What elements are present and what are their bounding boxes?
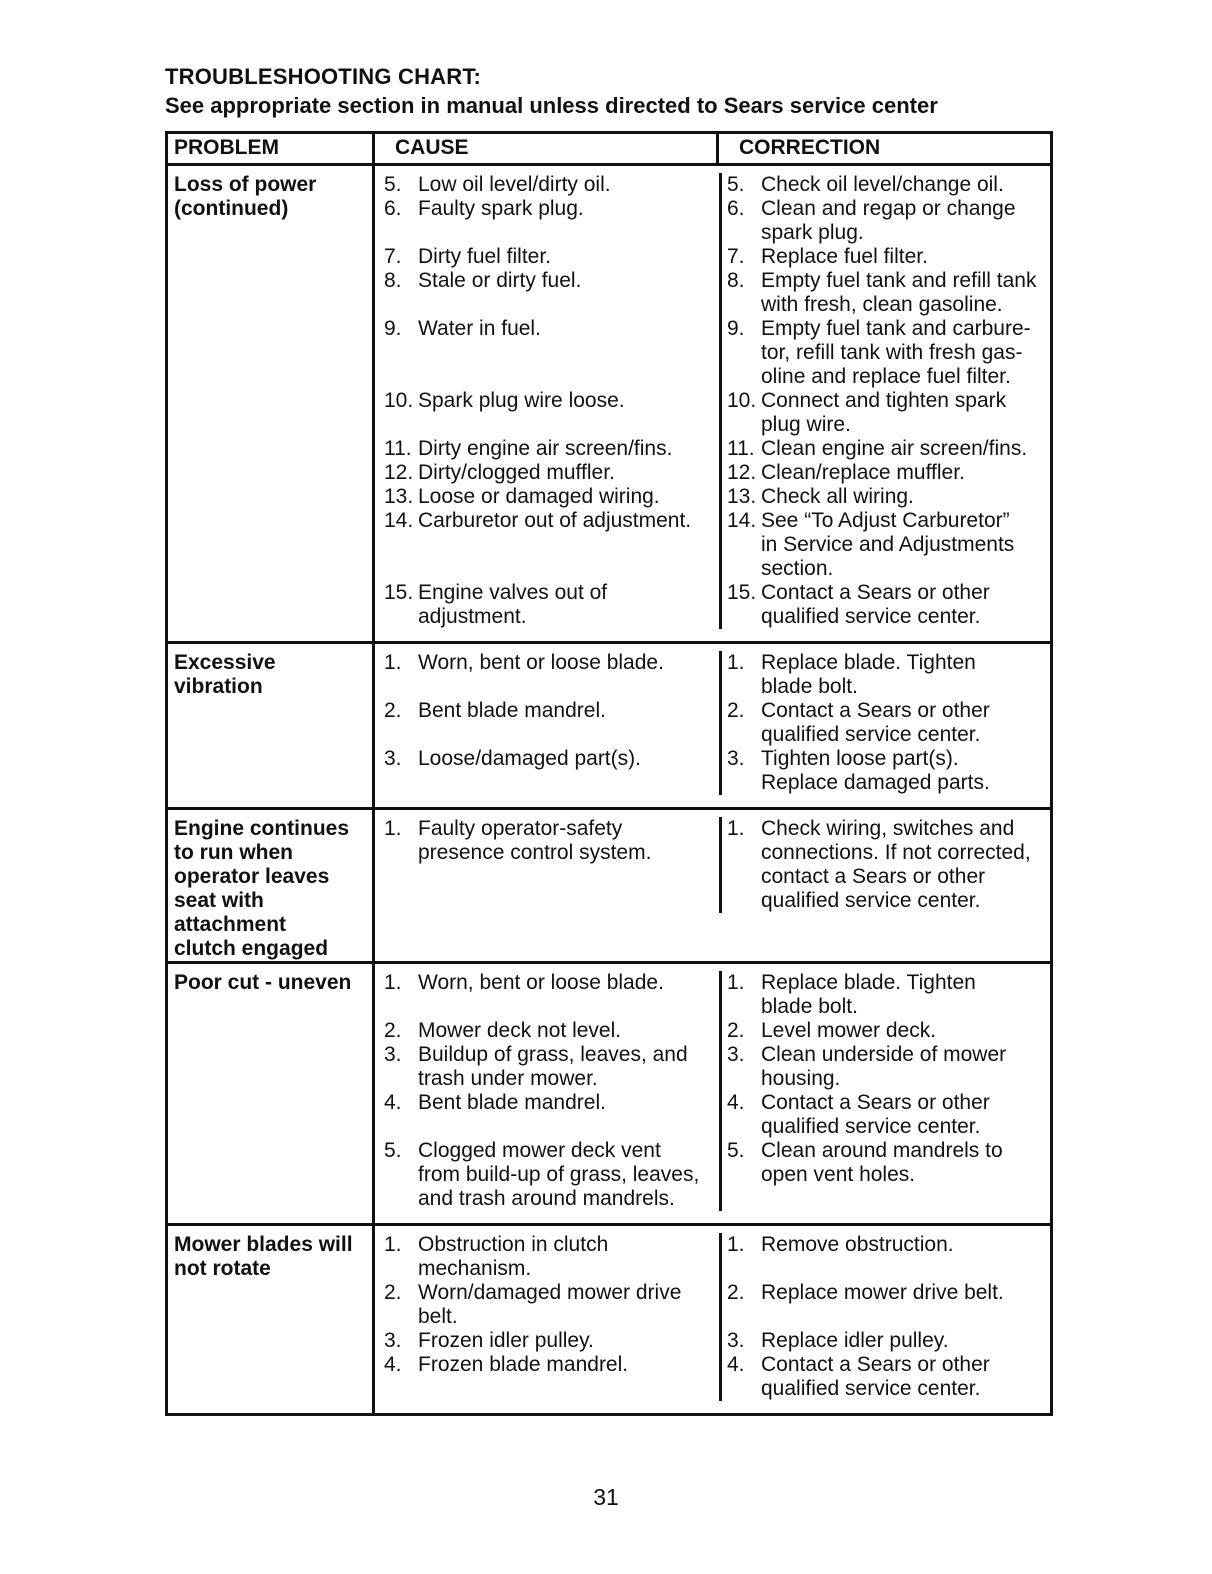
correction-item xyxy=(719,1139,1053,1211)
cause-item xyxy=(375,509,719,581)
correction-item xyxy=(719,485,1053,509)
item-number: 1. xyxy=(384,1233,402,1256)
item-number: 1. xyxy=(727,1233,745,1256)
cause-item xyxy=(375,317,719,389)
header-correction: CORRECTION xyxy=(716,134,1050,163)
cause-item xyxy=(375,1329,719,1353)
correction-text: Clean engine air screen/fins. xyxy=(761,437,1028,460)
correction-item xyxy=(719,971,1053,1019)
item-number: 3. xyxy=(384,1329,402,1352)
correction-text: Clean and regap or change spark plug. xyxy=(761,197,1016,244)
correction-text: Contact a Sears or other qualified service center. xyxy=(761,581,990,628)
correction-item xyxy=(719,461,1053,485)
cause-text: Loose or damaged wiring. xyxy=(418,485,660,508)
item-number: 3. xyxy=(384,1043,402,1066)
item-number: 14. xyxy=(384,509,414,532)
correction-text: Replace blade. Tighten blade bolt. xyxy=(761,651,976,698)
chart-title: TROUBLESHOOTING CHART: xyxy=(165,64,482,89)
item-number: 4. xyxy=(727,1091,745,1114)
cause-text: Engine valves out of adjustment. xyxy=(418,581,608,628)
correction-text: Replace fuel filter. xyxy=(761,245,928,268)
cause-item xyxy=(375,245,719,269)
cause-text: Carburetor out of adjustment. xyxy=(418,509,692,532)
cause-item xyxy=(375,269,719,317)
correction-text: Replace blade. Tighten blade bolt. xyxy=(761,971,976,1018)
correction-text: See “To Adjust Carburetor” in Service and Adjustments section. xyxy=(761,509,1015,580)
cause-text: Water in fuel. xyxy=(418,317,541,340)
item-number: 11. xyxy=(727,437,755,460)
item-number: 1. xyxy=(384,971,402,994)
item-number: 3. xyxy=(727,1329,745,1352)
correction-item xyxy=(719,389,1053,437)
correction-text: Contact a Sears or other qualified service center. xyxy=(761,699,990,746)
item-number: 6. xyxy=(727,197,745,220)
correction-item xyxy=(719,651,1053,699)
cause-text: Loose/damaged part(s). xyxy=(418,747,641,770)
item-number: 4. xyxy=(384,1091,402,1114)
correction-item xyxy=(719,581,1053,629)
correction-item xyxy=(719,1019,1053,1043)
cause-correction-cells xyxy=(372,1226,1050,1413)
item-number: 1. xyxy=(727,817,745,840)
correction-text: Tighten loose part(s). Replace damaged parts. xyxy=(761,747,990,794)
cause-text: Frozen idler pulley. xyxy=(418,1329,594,1352)
item-number: 5. xyxy=(727,173,745,196)
cause-text: Faulty operator-safety presence control system. xyxy=(418,817,652,864)
correction-text: Replace idler pulley. xyxy=(761,1329,949,1352)
cause-item xyxy=(375,1281,719,1329)
correction-text: Connect and tighten spark plug wire. xyxy=(761,389,1007,436)
cause-item xyxy=(375,461,719,485)
item-number: 7. xyxy=(384,245,402,268)
correction-text: Empty fuel tank and carbure- tor, refill tank with fresh gas- oline and replace fuel filter. xyxy=(761,317,1031,388)
cause-text: Bent blade mandrel. xyxy=(418,1091,606,1114)
item-number: 3. xyxy=(727,1043,745,1066)
cause-text: Buildup of grass, leaves, and trash under mower. xyxy=(418,1043,688,1090)
correction-text: Contact a Sears or other qualified service center. xyxy=(761,1353,990,1400)
correction-item xyxy=(719,699,1053,747)
correction-text: Empty fuel tank and refill tank with fresh, clean gasoline. xyxy=(761,269,1037,316)
cause-item xyxy=(375,1043,719,1091)
item-number: 1. xyxy=(727,651,745,674)
item-number: 14. xyxy=(727,509,757,532)
correction-item xyxy=(719,1353,1053,1401)
item-number: 2. xyxy=(384,1281,402,1304)
table-header xyxy=(168,134,1050,163)
cause-item xyxy=(375,651,719,699)
table-row xyxy=(168,163,1050,641)
item-number: 1. xyxy=(384,817,402,840)
table-row xyxy=(168,807,1050,961)
cause-text: Dirty engine air screen/fins. xyxy=(418,437,673,460)
item-number: 3. xyxy=(727,747,745,770)
correction-item xyxy=(719,1329,1053,1353)
cause-item xyxy=(375,817,719,913)
header-cause: CAUSE xyxy=(372,134,716,163)
correction-item xyxy=(719,1043,1053,1091)
cause-item xyxy=(375,699,719,747)
cause-item xyxy=(375,1353,719,1401)
correction-item xyxy=(719,269,1053,317)
item-number: 3. xyxy=(384,747,402,770)
cause-text: Bent blade mandrel. xyxy=(418,699,606,722)
item-number: 9. xyxy=(727,317,745,340)
cause-item xyxy=(375,1233,719,1281)
correction-item xyxy=(719,197,1053,245)
item-number: 2. xyxy=(727,1019,745,1042)
item-number: 8. xyxy=(384,269,402,292)
item-number: 8. xyxy=(727,269,745,292)
item-number: 11. xyxy=(384,437,412,460)
item-number: 6. xyxy=(384,197,402,220)
correction-item xyxy=(719,245,1053,269)
cause-item xyxy=(375,173,719,197)
item-number: 2. xyxy=(727,1281,745,1304)
item-number: 2. xyxy=(384,1019,402,1042)
chart-subtitle: See appropriate section in manual unless directed to Sears service center xyxy=(165,93,938,118)
problem-cell: Poor cut - uneven xyxy=(174,971,352,994)
correction-item xyxy=(719,817,1053,913)
item-number: 1. xyxy=(727,971,745,994)
correction-item xyxy=(719,437,1053,461)
problem-cell: Engine continues to run when operator leaves seat with attachment clutch engaged xyxy=(174,817,350,960)
item-number: 15. xyxy=(384,581,414,604)
correction-item xyxy=(719,747,1053,795)
problem-cell: Loss of power (continued) xyxy=(174,173,317,220)
cause-item xyxy=(375,197,719,245)
cause-correction-cells xyxy=(372,964,1050,1223)
problem-cell: Excessive vibration xyxy=(174,651,276,698)
correction-text: Contact a Sears or other qualified service center. xyxy=(761,1091,990,1138)
item-number: 7. xyxy=(727,245,745,268)
cause-text: Low oil level/dirty oil. xyxy=(418,173,611,196)
cause-item xyxy=(375,485,719,509)
page-number: 31 xyxy=(593,1484,619,1510)
table-row xyxy=(168,961,1050,1223)
item-number: 4. xyxy=(727,1353,745,1376)
correction-item xyxy=(719,317,1053,389)
item-number: 15. xyxy=(727,581,757,604)
item-number: 5. xyxy=(384,173,402,196)
correction-text: Level mower deck. xyxy=(761,1019,937,1042)
item-number: 13. xyxy=(727,485,757,508)
cause-text: Obstruction in clutch mechanism. xyxy=(418,1233,609,1280)
correction-text: Check wiring, switches and connections. If not corrected, contact a Sears or other qualified service center. xyxy=(761,817,1031,912)
item-number: 2. xyxy=(384,699,402,722)
correction-text: Clean around mandrels to open vent holes. xyxy=(761,1139,1003,1186)
correction-text: Clean/replace muffler. xyxy=(761,461,965,484)
cause-item xyxy=(375,1091,719,1139)
correction-item xyxy=(719,509,1053,581)
correction-item xyxy=(719,1233,1053,1281)
table-body xyxy=(168,163,1050,1413)
correction-item xyxy=(719,1281,1053,1329)
cause-text: Dirty fuel filter. xyxy=(418,245,552,268)
cause-text: Clogged mower deck vent from build-up of grass, leaves, and trash around mandrels. xyxy=(418,1139,700,1210)
cause-text: Worn/damaged mower drive belt. xyxy=(418,1281,682,1328)
cause-text: Worn, bent or loose blade. xyxy=(418,651,664,674)
item-number: 10. xyxy=(384,389,414,412)
item-number: 4. xyxy=(384,1353,402,1376)
cause-correction-cells xyxy=(372,166,1050,641)
cause-item xyxy=(375,1019,719,1043)
cause-item xyxy=(375,747,719,795)
item-number: 13. xyxy=(384,485,414,508)
correction-text: Remove obstruction. xyxy=(761,1233,954,1256)
cause-item xyxy=(375,971,719,1019)
item-number: 12. xyxy=(727,461,757,484)
cause-item xyxy=(375,581,719,629)
item-number: 9. xyxy=(384,317,402,340)
correction-text: Clean underside of mower housing. xyxy=(761,1043,1007,1090)
cause-text: Stale or dirty fuel. xyxy=(418,269,582,292)
item-number: 10. xyxy=(727,389,757,412)
correction-text: Replace mower drive belt. xyxy=(761,1281,1004,1304)
correction-item xyxy=(719,173,1053,197)
cause-item xyxy=(375,437,719,461)
cause-text: Mower deck not level. xyxy=(418,1019,622,1042)
correction-item xyxy=(719,1091,1053,1139)
table-row xyxy=(168,641,1050,807)
cause-text: Worn, bent or loose blade. xyxy=(418,971,664,994)
table-row xyxy=(168,1223,1050,1413)
cause-item xyxy=(375,1139,719,1211)
cause-item xyxy=(375,389,719,437)
item-number: 5. xyxy=(727,1139,745,1162)
item-number: 5. xyxy=(384,1139,402,1162)
problem-cell: Mower blades will not rotate xyxy=(174,1233,353,1280)
item-number: 12. xyxy=(384,461,414,484)
item-number: 2. xyxy=(727,699,745,722)
cause-correction-cells xyxy=(372,810,1050,961)
item-number: 1. xyxy=(384,651,402,674)
cause-text: Dirty/clogged muffler. xyxy=(418,461,615,484)
cause-correction-cells xyxy=(372,644,1050,807)
troubleshooting-table xyxy=(165,131,1053,1416)
correction-text: Check oil level/change oil. xyxy=(761,173,1004,196)
correction-text: Check all wiring. xyxy=(761,485,914,508)
cause-text: Frozen blade mandrel. xyxy=(418,1353,629,1376)
cause-text: Faulty spark plug. xyxy=(418,197,584,220)
cause-text: Spark plug wire loose. xyxy=(418,389,625,412)
header-problem: PROBLEM xyxy=(174,136,279,159)
